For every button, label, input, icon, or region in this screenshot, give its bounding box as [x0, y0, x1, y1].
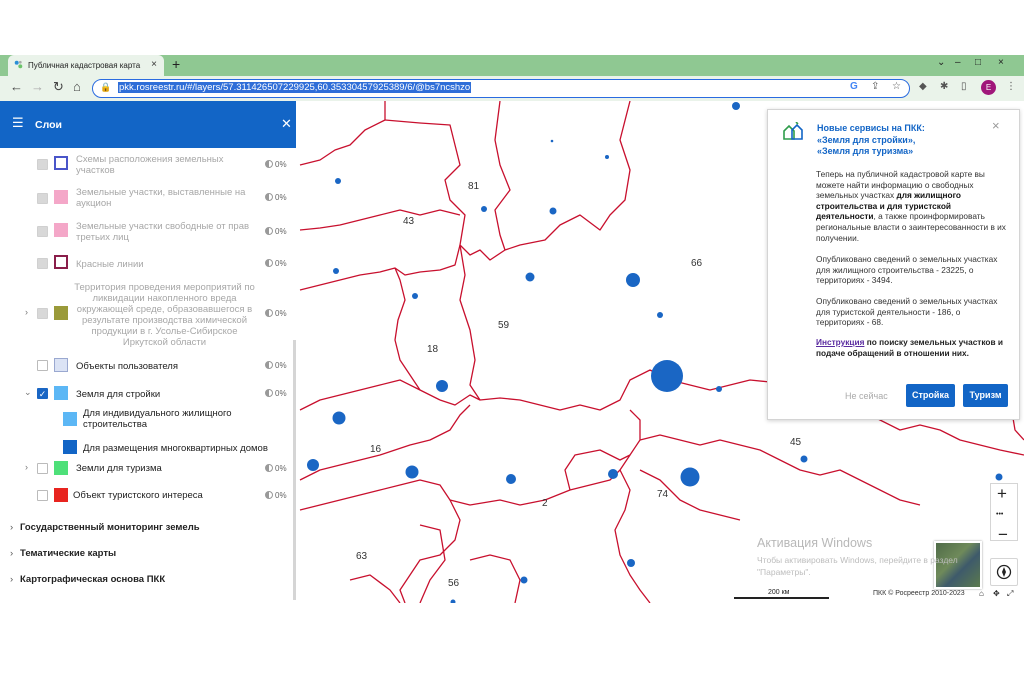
new-services-popup	[767, 109, 1020, 420]
layer-checkbox[interactable]	[37, 159, 48, 170]
popup-paragraph-tourism: Опубликовано сведений о земельных участках для туристской деятельности - 186, о территориях - 68.	[816, 296, 998, 328]
not-now-button[interactable]: Не сейчас	[845, 391, 888, 401]
opacity-icon[interactable]	[265, 193, 273, 201]
lock-icon[interactable]: 🔒	[100, 82, 112, 92]
layer-percent: 0%	[265, 160, 287, 169]
layer-label: Красные линии	[76, 259, 144, 270]
site-favicon-icon	[14, 60, 23, 69]
layer-checkbox[interactable]	[37, 226, 48, 237]
popup-paragraph-intro: Теперь на публичной кадастровой карте вы можете найти информацию о свободных земельных участках для жилищного строительства и для туристской деятельности, а также проинформировать региональные власти о заинтересованности в их получении.	[816, 169, 1006, 243]
back-icon[interactable]: ←	[10, 79, 23, 94]
expand-chevron-icon[interactable]: ›	[25, 462, 28, 472]
instruction-link[interactable]: Инструкция	[816, 337, 865, 347]
layer-label: Объекты пользователя	[76, 361, 178, 372]
move-icon[interactable]: ✥	[993, 589, 1000, 598]
layer-checkbox[interactable]	[37, 193, 48, 204]
popup-close-icon[interactable]: ×	[992, 118, 1000, 133]
layer-label: Земли для туризма	[76, 463, 162, 474]
sublayer-label: Для индивидуального жилищного строительства	[83, 408, 232, 430]
tab-close-icon[interactable]: ×	[151, 59, 157, 70]
layer-swatch	[54, 190, 68, 204]
user-objects-icon	[54, 358, 68, 372]
layer-label: Территория проведения мероприятий по ликвидации накопленного вреда окружающей среде, образовавшегося в результате производства химической продукции в г. Усолье-Сибирское Иркутской области	[74, 282, 255, 348]
copyright: ПКК © Росреестр 2010-2023	[873, 590, 965, 597]
region-number: 18	[427, 344, 439, 355]
scale-bar	[734, 589, 829, 599]
layer-checkbox[interactable]	[37, 463, 48, 474]
layer-checkbox[interactable]	[37, 490, 48, 501]
google-icon[interactable]: G	[850, 81, 858, 92]
scale-line	[734, 597, 829, 599]
region-number: 56	[448, 578, 460, 589]
layer-checkbox[interactable]	[37, 308, 48, 319]
fullscreen-icon[interactable]: ⤢	[1007, 589, 1014, 598]
panel-close-icon[interactable]: ✕	[281, 116, 292, 131]
region-number: 81	[468, 181, 480, 192]
layer-swatch	[54, 255, 68, 269]
menu-dots-icon[interactable]: ⋮	[1006, 81, 1016, 92]
layer-swatch	[54, 223, 68, 237]
turizm-button[interactable]: Туризм	[963, 384, 1008, 407]
layer-swatch	[54, 156, 68, 170]
layer-label: Схемы расположения земельных участков	[76, 154, 224, 176]
popup-paragraph-housing: Опубликовано сведений о земельных участках для жилищного строительства - 23225, о территориях - 3494.	[816, 254, 998, 286]
opacity-icon[interactable]	[265, 464, 273, 472]
layer-swatch	[54, 386, 68, 400]
home-icon[interactable]: ⌂	[73, 79, 81, 94]
collapse-chevron-icon[interactable]: ⌄	[24, 387, 32, 397]
layer-label: Объект туристского интереса	[73, 490, 203, 501]
stroika-button[interactable]: Стройка	[906, 384, 955, 407]
close-window-button[interactable]: ×	[998, 57, 1004, 68]
layer-label: Земельные участки свободные от прав третьих лиц	[76, 221, 250, 243]
layer-percent: 0%	[265, 491, 287, 500]
more-button[interactable]: •••	[996, 511, 1004, 518]
opacity-icon[interactable]	[265, 389, 273, 397]
opacity-icon[interactable]	[265, 160, 273, 168]
opacity-icon[interactable]	[265, 259, 273, 267]
sublayer-label: Для размещения многоквартирных домов	[83, 443, 268, 454]
layer-percent: 0%	[265, 259, 287, 268]
browser-tab[interactable]	[8, 55, 164, 76]
minimize-button[interactable]: –	[955, 57, 961, 68]
layer-checkbox[interactable]: ✓	[38, 389, 47, 399]
pkk-logo-icon	[782, 122, 804, 140]
layer-checkbox[interactable]	[37, 258, 48, 269]
home-map-icon[interactable]: ⌂	[979, 589, 984, 598]
layer-label: Земельные участки, выставленные на аукцион	[76, 187, 246, 209]
layer-percent: 0%	[265, 309, 287, 318]
layer-percent: 0%	[265, 464, 287, 473]
zoom-out-button[interactable]: −	[998, 525, 1008, 544]
layer-percent: 0%	[265, 361, 287, 370]
layers-panel	[0, 148, 296, 603]
layer-label: Земля для стройки	[76, 389, 161, 400]
zoom-in-button[interactable]: +	[997, 484, 1007, 503]
puzzle-icon[interactable]: ✱	[940, 81, 949, 92]
compass-icon	[996, 564, 1012, 580]
region-number: 63	[356, 551, 368, 562]
opacity-icon[interactable]	[265, 309, 273, 317]
chevron-down-icon[interactable]: ⌄	[937, 57, 946, 68]
sublayer-swatch	[63, 412, 77, 426]
compass-button[interactable]	[990, 558, 1018, 586]
layer-percent: 0%	[265, 193, 287, 202]
region-number: 43	[403, 216, 415, 227]
region-number: 66	[691, 258, 703, 269]
region-number: 16	[370, 444, 382, 455]
forward-icon[interactable]: →	[31, 79, 44, 94]
layer-checkbox[interactable]	[37, 360, 48, 371]
expand-chevron-icon[interactable]: ›	[25, 307, 28, 317]
sublayer-swatch	[63, 440, 77, 454]
section-thematic-maps[interactable]: › Тематические карты	[10, 548, 117, 559]
scale-label: 200 км	[768, 589, 790, 596]
url-text[interactable]: pkk.rosreestr.ru/#/layers/57.311426507229925,60.35330457925389/6/@bs7ncshzo	[119, 82, 471, 93]
new-tab-button[interactable]: +	[172, 56, 181, 72]
opacity-icon[interactable]	[265, 491, 273, 499]
windows-activation-title: Активация Windows	[757, 536, 873, 550]
region-number: 59	[498, 320, 510, 331]
opacity-icon[interactable]	[265, 227, 273, 235]
extension-icon[interactable]: ◆	[919, 81, 927, 92]
popup-paragraph-instruction: Инструкция по поиску земельных участков и подаче обращений в отношении них.	[816, 337, 1003, 358]
section-monitoring[interactable]: › Государственный мониторинг земель	[10, 522, 200, 533]
section-base-map[interactable]: › Картографическая основа ПКК	[10, 574, 166, 585]
layer-percent: 0%	[265, 389, 287, 398]
bookmark-star-icon[interactable]: ☆	[892, 81, 901, 92]
layer-swatch	[54, 461, 68, 475]
share-icon[interactable]: ⇪	[871, 81, 880, 92]
hamburger-icon[interactable]: ☰	[12, 115, 24, 130]
layer-swatch	[54, 306, 68, 320]
layers-panel-header	[0, 101, 310, 148]
region-number: 74	[657, 489, 669, 500]
popup-title: Новые сервисы на ПКК: «Земля для стройки», «Земля для туризма»	[817, 123, 925, 156]
maximize-button[interactable]: □	[975, 57, 982, 68]
panel-title: Слои	[35, 119, 62, 131]
region-number: 2	[542, 498, 548, 509]
tab-title: Публичная кадастровая карта	[28, 61, 141, 70]
layer-swatch	[54, 488, 68, 502]
region-number: 45	[790, 437, 802, 448]
windows-activation-text: Чтобы активировать Windows, перейдите в раздел "Параметры".	[757, 555, 958, 577]
sidepanel-icon[interactable]: ▯	[961, 81, 967, 92]
reload-icon[interactable]: ↻	[53, 79, 64, 94]
layer-percent: 0%	[265, 227, 287, 236]
avatar[interactable]: E	[981, 80, 996, 95]
opacity-icon[interactable]	[265, 361, 273, 369]
